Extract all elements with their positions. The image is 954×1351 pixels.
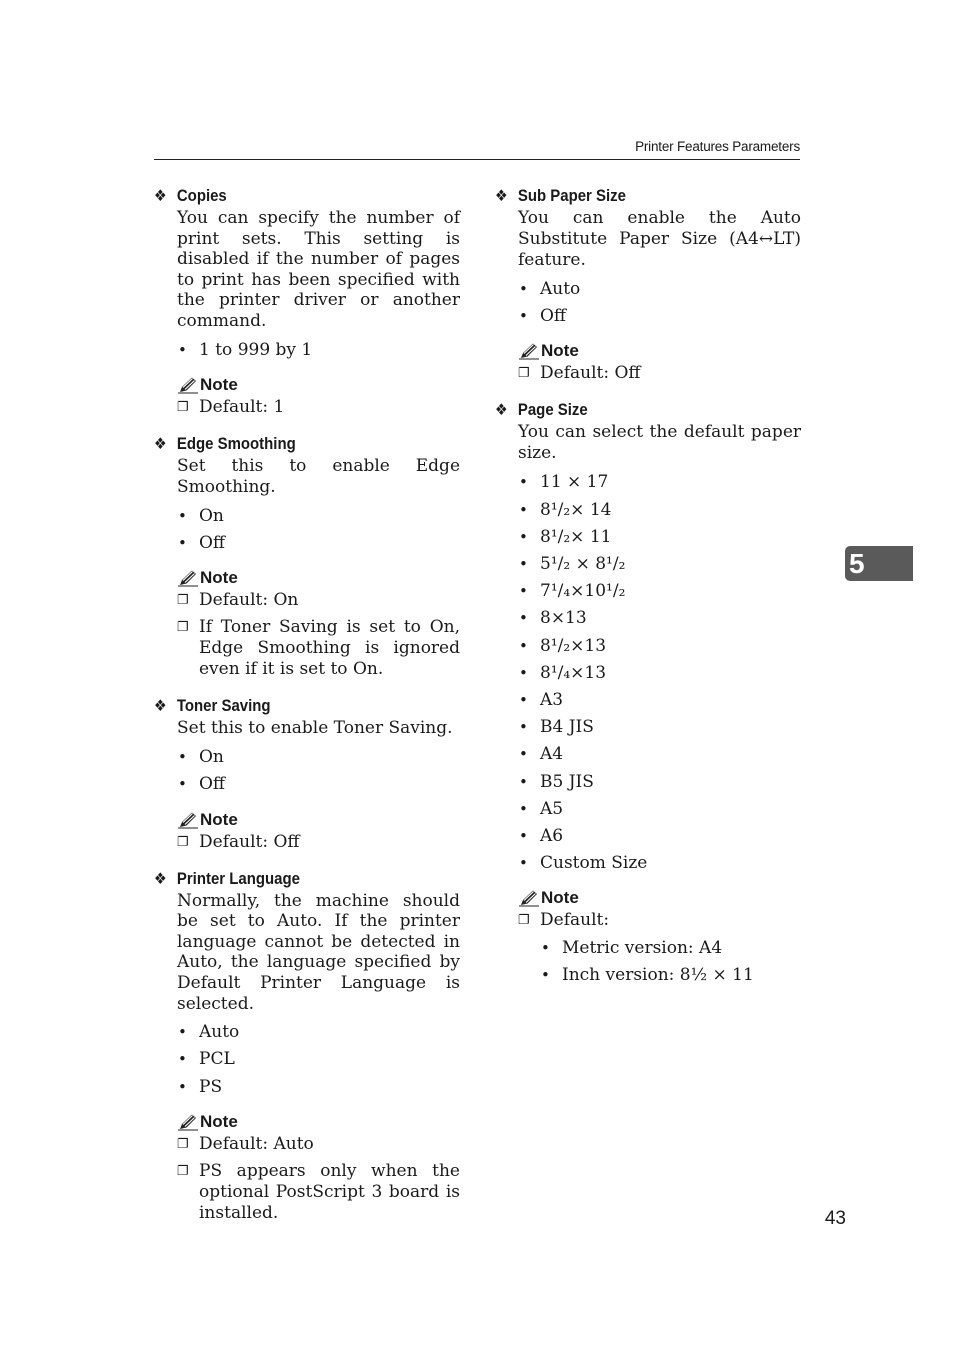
- option-item: • PCL: [177, 1046, 460, 1073]
- pencil-icon: [177, 1113, 199, 1131]
- diamond-bullet-icon: ❖: [154, 435, 167, 453]
- note-heading: [177, 566, 460, 590]
- diamond-bullet-icon: ❖: [154, 698, 167, 716]
- option-item: • 1 to 999 by 1: [177, 337, 460, 364]
- option-item: • 7¹/₄×10¹/₂: [518, 578, 801, 605]
- note-heading: [177, 1110, 460, 1134]
- note-item: [177, 590, 460, 611]
- note-list: [177, 397, 460, 418]
- note-list: [177, 1134, 460, 1224]
- section: [154, 432, 460, 680]
- right-column: [495, 184, 801, 1003]
- option-item: • Off: [177, 771, 460, 798]
- pencil-icon: [177, 569, 199, 587]
- section-title: Toner Saving: [176, 696, 271, 716]
- option-list: [177, 744, 460, 798]
- default-sub-item: • Metric version: A4: [540, 935, 801, 962]
- note-text: Default: Off: [540, 363, 641, 384]
- option-item: • B5 JIS: [518, 769, 801, 796]
- note-item: [177, 1134, 460, 1155]
- option-item: • A5: [518, 796, 801, 823]
- section-description: You can enable the Auto Substitute Paper Size (A4↔LT) feature.: [518, 208, 801, 270]
- note-label: Note: [200, 1111, 238, 1131]
- note-text: Default: On: [199, 590, 299, 611]
- default-sub-item: • Inch version: 8½ × 11: [540, 962, 801, 989]
- section-heading: [154, 694, 423, 718]
- option-list: [177, 337, 460, 364]
- option-item: • A3: [518, 687, 801, 714]
- option-item: • 8¹/₄×13: [518, 660, 801, 687]
- section-title: Copies: [176, 186, 227, 205]
- option-list: [518, 469, 801, 877]
- pencil-icon: [518, 889, 540, 907]
- section-description: Set this to enable Toner Saving.: [177, 718, 453, 739]
- section-heading: [154, 867, 423, 891]
- option-list: [518, 276, 801, 330]
- option-item: • On: [177, 503, 460, 530]
- option-item: • 11 × 17: [518, 469, 801, 496]
- note-text: PS appears only when the optional PostScript 3 board is installed.: [199, 1160, 460, 1223]
- section-heading: [495, 184, 764, 208]
- default-sub-list: [540, 935, 801, 989]
- option-item: • Auto: [518, 276, 801, 303]
- left-column: [154, 184, 460, 1238]
- diamond-bullet-icon: ❖: [495, 402, 508, 420]
- note-heading: [518, 886, 801, 910]
- note-heading: [177, 808, 460, 832]
- note-label: Note: [200, 374, 238, 394]
- running-header: Printer Features Parameters: [635, 139, 800, 154]
- note-item: [177, 1161, 460, 1224]
- option-list: [177, 1019, 460, 1101]
- section-heading: [154, 432, 423, 456]
- option-item: • 8¹/₂× 11: [518, 524, 801, 551]
- section-description: Set this to enable Edge Smoothing.: [177, 455, 460, 497]
- section: [154, 694, 460, 852]
- section-description: Normally, the machine should be set to Auto. If the printer language cannot be detected in Auto, the language specified by Default Printer Language is selected.: [177, 890, 460, 1014]
- note-item: [177, 832, 460, 853]
- section-heading: [154, 184, 423, 208]
- section: [495, 184, 801, 384]
- note-item: [177, 397, 460, 418]
- note-item: [518, 363, 801, 384]
- section-heading: [495, 398, 764, 422]
- note-text: If Toner Saving is set to On, Edge Smoothing is ignored even if it is set to On.: [199, 617, 460, 680]
- option-item: • 8¹/₂×13: [518, 633, 801, 660]
- note-list: [177, 832, 460, 853]
- option-item: • Auto: [177, 1019, 460, 1046]
- diamond-bullet-icon: ❖: [154, 870, 167, 888]
- note-heading: [518, 339, 801, 363]
- pencil-icon: [518, 342, 540, 360]
- diamond-bullet-icon: ❖: [154, 188, 167, 205]
- note-text: Default: Off: [199, 831, 300, 852]
- option-item: • B4 JIS: [518, 714, 801, 741]
- chapter-tab: 5: [845, 546, 913, 581]
- section: [154, 184, 460, 418]
- note-list: [177, 590, 460, 680]
- pencil-icon: [177, 376, 199, 394]
- option-item: • A6: [518, 823, 801, 850]
- section-title: Page Size: [517, 400, 588, 420]
- section-title: Sub Paper Size: [517, 186, 626, 205]
- note-item: [177, 617, 460, 680]
- note-label: Note: [200, 809, 238, 829]
- note-label: Note: [200, 568, 238, 588]
- page-number: 43: [824, 1208, 846, 1229]
- note-list: [518, 363, 801, 384]
- option-item: • PS: [177, 1074, 460, 1101]
- option-item: • Custom Size: [518, 850, 801, 877]
- note-label: Note: [541, 341, 579, 361]
- diamond-bullet-icon: ❖: [495, 188, 508, 205]
- option-item: • Off: [518, 303, 801, 330]
- option-list: [177, 503, 460, 557]
- section-description: You can specify the number of print sets. This setting is disabled if the number of pages to print has been specified with the printer driver or another command.: [177, 208, 460, 331]
- note-label: Note: [541, 888, 579, 908]
- option-item: • On: [177, 744, 460, 771]
- note-item: [518, 910, 801, 989]
- note-list: [518, 910, 801, 989]
- section-title: Edge Smoothing: [176, 433, 296, 453]
- section: [495, 398, 801, 989]
- note-text: Default: 1: [199, 396, 285, 417]
- note-text: Default:: [540, 910, 610, 931]
- option-item: • A4: [518, 741, 801, 768]
- header-rule: [154, 159, 800, 160]
- section: [154, 867, 460, 1224]
- option-item: • 8¹/₂× 14: [518, 497, 801, 524]
- pencil-icon: [177, 811, 199, 829]
- option-item: • 8×13: [518, 605, 801, 632]
- note-heading: [177, 373, 460, 397]
- option-item: • Off: [177, 530, 460, 557]
- option-item: • 5¹/₂ × 8¹/₂: [518, 551, 801, 578]
- section-description: You can select the default paper size.: [518, 422, 801, 464]
- section-title: Printer Language: [176, 868, 300, 888]
- note-text: Default: Auto: [199, 1133, 314, 1154]
